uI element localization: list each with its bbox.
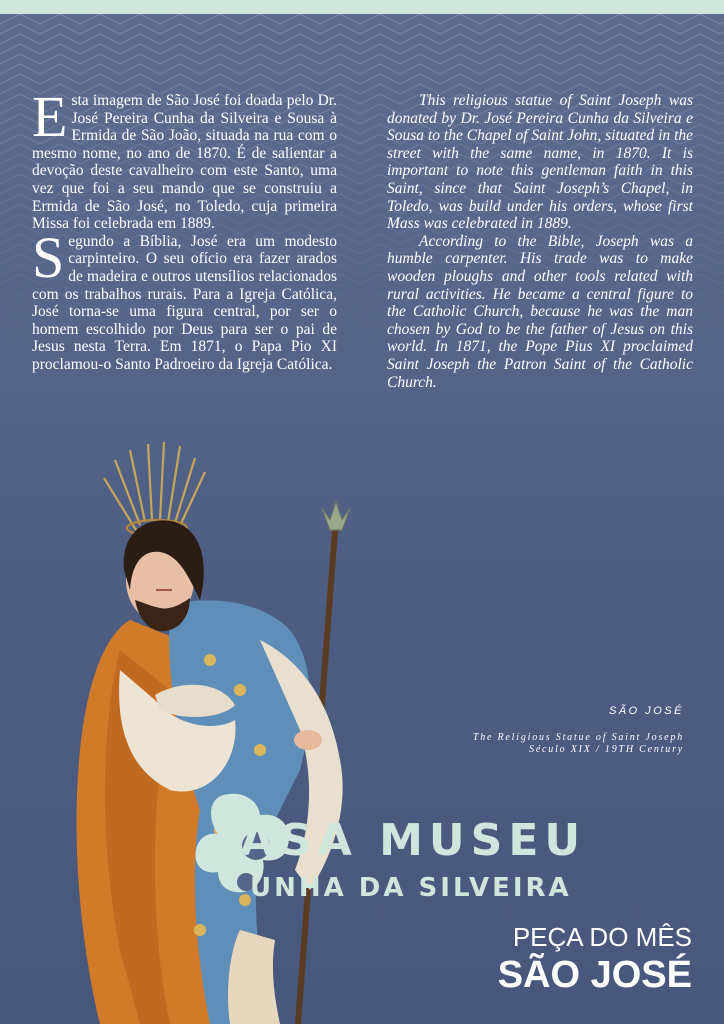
english-text <box>387 92 693 391</box>
portuguese-text <box>32 84 337 374</box>
pt-paragraph-2-body: egundo a Bíblia, José era um modesto carpinteiro. O seu ofício era fazer arados de madeira e outros utensílios relacionados com os trabalhos rurais. Para a Igreja Católica, José torna-se uma figura central, por ser o homem escolhido por Deus para ser o pai de Jesus nesta Terra. Em 1871, o Papa Pio XI proclamou-o Santo Padroeiro da Igreja Católica. <box>32 232 337 373</box>
pt-paragraph-1 <box>32 84 337 233</box>
right-hand <box>294 730 322 750</box>
top-accent-bar <box>0 0 724 14</box>
en-paragraph-1: This religious statue of Saint Joseph was donated by Dr. José Pereira Cunha da Silveira e Sousa to the Chapel of Saint John, situated in the street with the same name, in 1870. It is important to note this gentleman faith in this Saint, since that Saint Joseph’s Chapel, in Toledo, was build under his orders, whose first Mass was celebrated in 1889. <box>387 92 693 233</box>
piece-of-month-label: PEÇA DO MÊS <box>512 922 692 952</box>
caption-title: SÃO JOSÉ <box>608 705 684 717</box>
caption-subtitle <box>473 732 684 756</box>
pt-paragraph-2 <box>32 224 337 374</box>
dropcap-s: S <box>32 224 65 290</box>
pt-paragraph-1-body: sta imagem de São José foi doada pelo Dr. José Pereira Cunha da Silveira e Sousa à Ermida de São João, situada na rua com o mesmo nome, no ano de 1870. É de salientar a devoção deste cavalheiro com este Santo, uma vez que foi a seu mando que se construiu a Ermida de São José, no Toledo, cuja primeira Missa foi celebrada em 1889. <box>32 92 337 233</box>
logo-line-2: UNHA DA SILVEIRA <box>250 873 572 903</box>
en-paragraph-2: According to the Bible, Joseph was a humble carpenter. His trade was to make wooden ploughs and other tools related with rural activities. He became a central figure to the Catholic Church, because he was the man chosen by God to be the father of Jesus on this world. In 1871, the Pope Pius XI proclaimed Saint Joseph the Patron Saint of the Catholic Church. <box>387 232 693 391</box>
caption-line-2: Século XIX / 19TH Century <box>529 744 684 755</box>
logo-line-1: ASA MUSEU <box>240 815 587 866</box>
saint-joseph-statue-image <box>60 430 380 1024</box>
caption-line-1: The Religious Statue of Saint Joseph <box>472 732 684 743</box>
lily-flower <box>322 502 350 530</box>
piece-of-month-title: SÃO JOSÉ <box>497 954 692 996</box>
dropcap-e: E <box>32 84 68 149</box>
